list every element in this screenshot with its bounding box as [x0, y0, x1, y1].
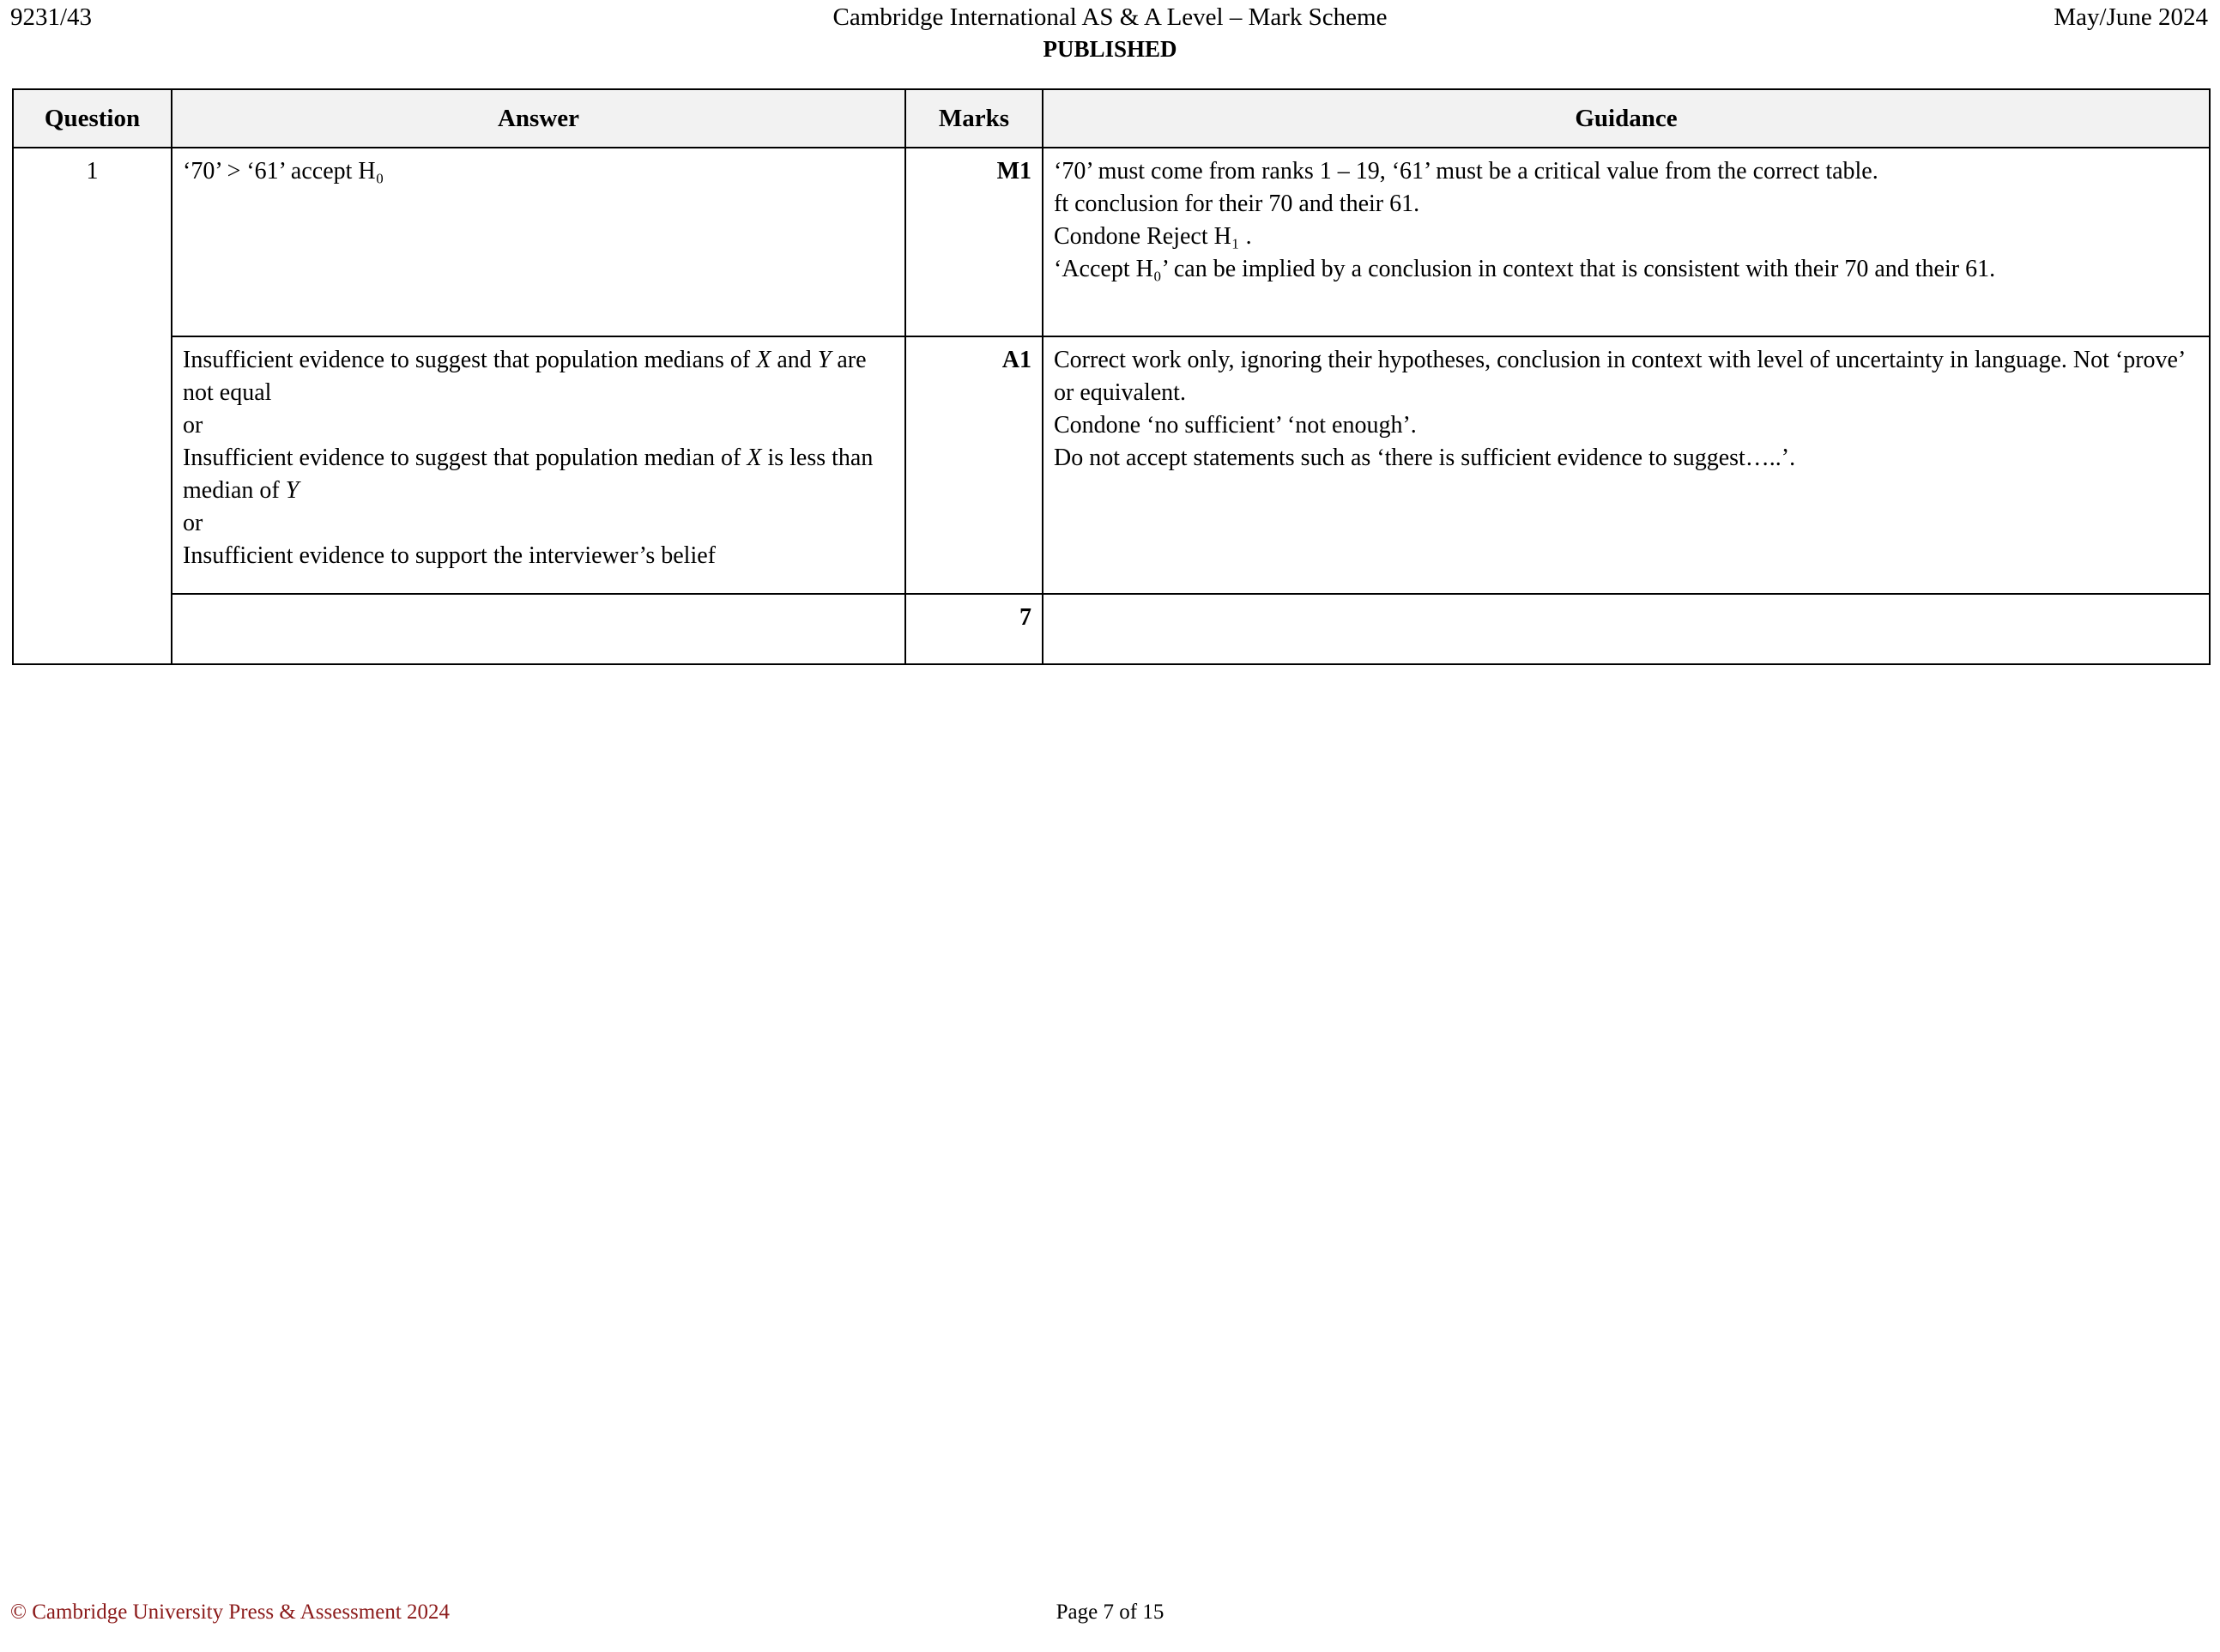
table-row: [13, 336, 2210, 594]
page-footer: [0, 1599, 2220, 1633]
paper-code: 9231/43: [10, 3, 93, 31]
answer-line: ‘70’ > ‘61’ accept H₀: [183, 158, 384, 185]
mark-scheme-table: [12, 88, 2211, 665]
published-label: PUBLISHED: [1043, 36, 1177, 62]
guidance-line: Do not accept statements such as ‘there is sufficient evidence to suggest…..’.: [1054, 445, 1796, 471]
answer-cell: [172, 148, 905, 336]
guidance-cell: [1043, 148, 2210, 336]
page-header: [0, 0, 2220, 77]
question-number: 1: [13, 148, 172, 664]
column-header-question: Question: [13, 89, 172, 148]
answer-line: Insufficient evidence to suggest that population medians of X and Y are not equal: [183, 347, 867, 406]
table-row: [13, 148, 2210, 336]
column-header-marks: Marks: [905, 89, 1043, 148]
answer-line: or: [183, 510, 203, 536]
guidance-cell-empty: [1043, 594, 2210, 664]
copyright-notice: © Cambridge University Press & Assessment 2024: [10, 1601, 451, 1624]
column-header-guidance: Guidance: [1043, 89, 2210, 148]
total-marks-cell: 7: [905, 594, 1043, 664]
column-header-answer: Answer: [172, 89, 905, 148]
answer-line: or: [183, 412, 203, 439]
answer-cell: [172, 336, 905, 594]
marks-cell: M1: [905, 148, 1043, 336]
guidance-cell: [1043, 336, 2210, 594]
guidance-line: ‘Accept H₀’ can be implied by a conclusion in context that is consistent with their 70 and their 61.: [1054, 256, 1996, 282]
guidance-line: Correct work only, ignoring their hypotheses, conclusion in context with level of uncertainty in language. Not ‘prove’ or equivalent.: [1054, 347, 2185, 406]
guidance-line: Condone ‘no sufficient’ ‘not enough’.: [1054, 412, 1417, 439]
answer-line: Insufficient evidence to support the interviewer’s belief: [183, 542, 716, 569]
guidance-line: ‘70’ must come from ranks 1 – 19, ‘61’ must be a critical value from the correct table.: [1054, 158, 1878, 185]
table-row-total: [13, 594, 2210, 664]
guidance-line: Condone Reject H₁ .: [1054, 223, 1252, 250]
marks-cell: A1: [905, 336, 1043, 594]
exam-session: May/June 2024: [2054, 3, 2208, 31]
document-title: Cambridge International AS & A Level – Mark Scheme: [832, 3, 1388, 31]
guidance-line: ft conclusion for their 70 and their 61.: [1054, 191, 1420, 217]
table-header-row: [13, 89, 2210, 148]
page-number: Page 7 of 15: [1056, 1601, 1164, 1624]
answer-cell-empty: [172, 594, 905, 664]
answer-line: Insufficient evidence to suggest that population median of X is less than median of Y: [183, 445, 874, 504]
